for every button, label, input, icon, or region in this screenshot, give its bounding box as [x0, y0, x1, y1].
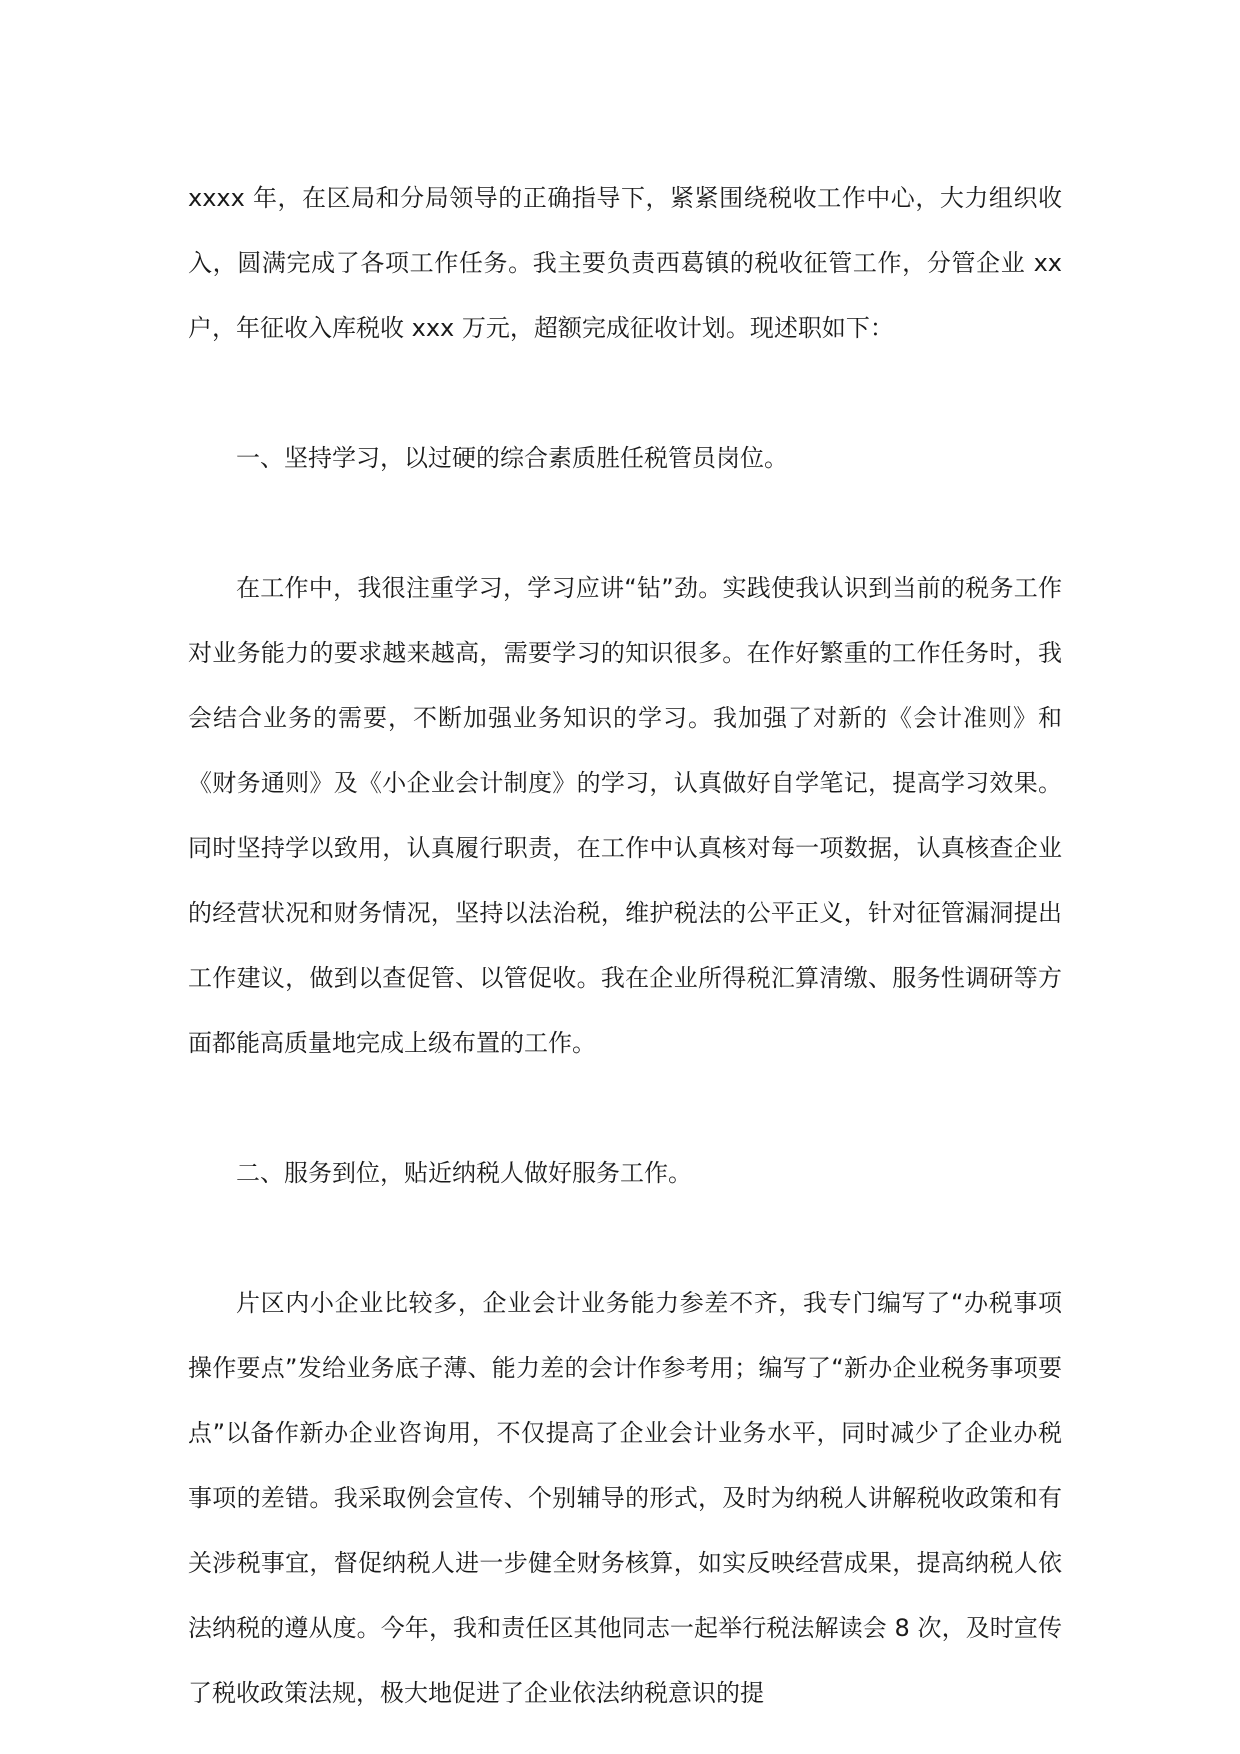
section-2-paragraph: 片区内小企业比较多，企业会计业务能力参差不齐，我专门编写了“办税事项操作要点”发给业务底子薄、能力差的会计作参考用；编写了“新办企业税务事项要点”以备作新办企业咨询用，不仅提高了企业会计业务水平，同时减少了企业办税事项的差错。我采取例会宣传、个别辅导的形式，及时为纳税人讲解税收政策和有关涉税事宜，督促纳税人进一步健全财务核算，如实反映经营成果，提高纳税人依法纳税的遵从度。今年，我和责任区其他同志一起举行税法解读会 8 次，及时宣传了税收政策法规，极大地促进了企业依法纳税意识的提 [188, 1289, 1062, 1707]
paragraph-gap [188, 1206, 1062, 1271]
document-body [188, 166, 1062, 1726]
intro-paragraph: xxxx 年，在区局和分局领导的正确指导下，紧紧围绕税收工作中心，大力组织收入，圆满完成了各项工作任务。我主要负责西葛镇的税收征管工作，分管企业 xx 户，年征收入库税收 xxx 万元，超额完成征收计划。现述职如下： [188, 184, 1062, 342]
section-1-paragraph: 在工作中，我很注重学习，学习应讲“钻”劲。实践使我认识到当前的税务工作对业务能力的要求越来越高，需要学习的知识很多。在作好繁重的工作任务时，我会结合业务的需要，不断加强业务知识的学习。我加强了对新的《会计准则》和《财务通则》及《小企业会计制度》的学习，认真做好自学笔记，提高学习效果。同时坚持学以致用，认真履行职责，在工作中认真核对每一项数据，认真核查企业的经营状况和财务情况，坚持以法治税，维护税法的公平正义，针对征管漏洞提出工作建议，做到以查促管、以管促收。我在企业所得税汇算清缴、服务性调研等方面都能高质量地完成上级布置的工作。 [188, 574, 1062, 1057]
section-heading-2: 二、服务到位，贴近纳税人做好服务工作。 [236, 1159, 692, 1187]
section-heading-1: 一、坚持学习，以过硬的综合素质胜任税管员岗位。 [236, 444, 788, 472]
paragraph-gap [188, 491, 1062, 556]
paragraph-gap [188, 361, 1062, 426]
paragraph-gap [188, 1076, 1062, 1141]
